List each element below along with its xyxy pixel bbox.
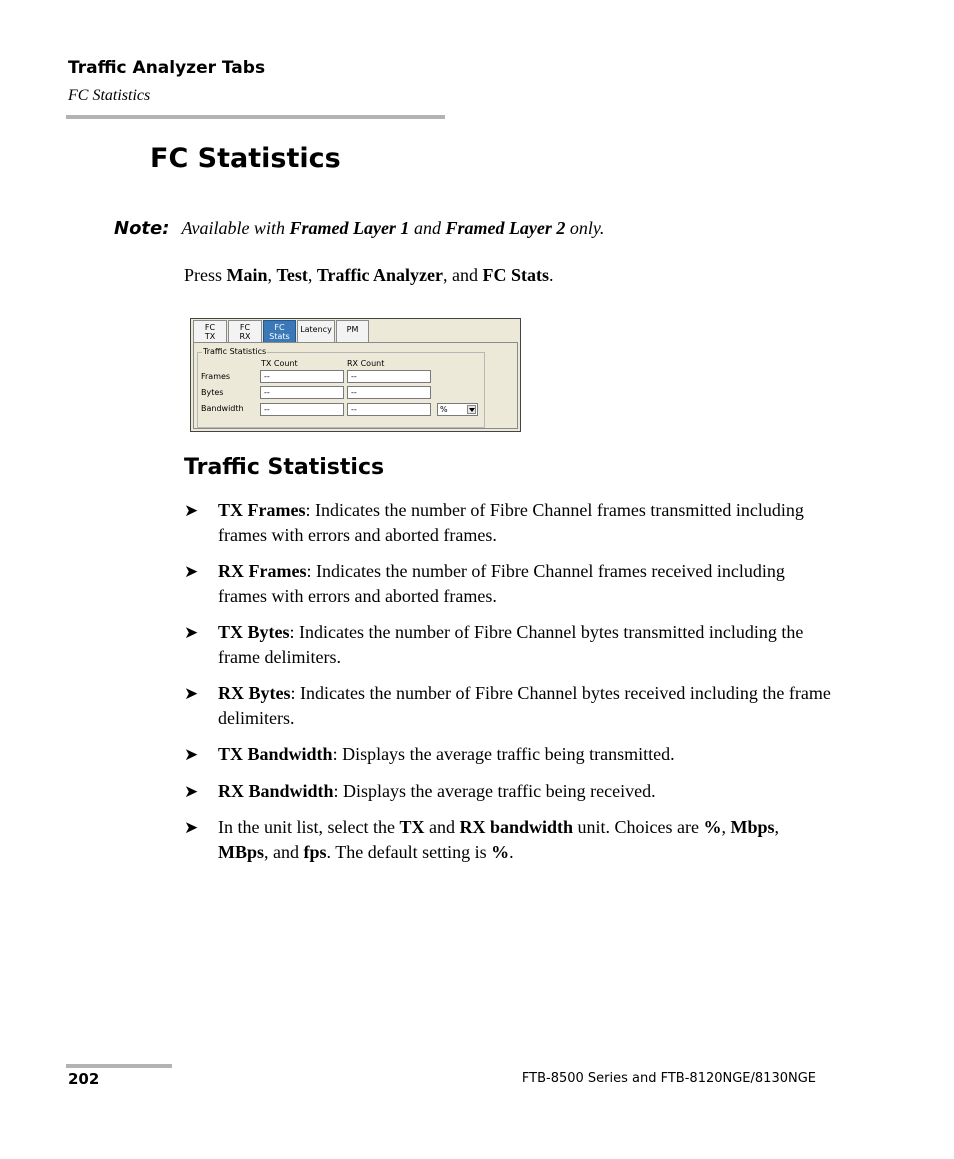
header-rule xyxy=(66,115,445,119)
press-prefix: Press xyxy=(184,265,227,285)
press-sep3: , and xyxy=(443,265,483,285)
footer-product: FTB-8500 Series and FTB-8120NGE/8130NGE xyxy=(521,1071,816,1086)
bullet-term: RX Frames xyxy=(218,561,307,581)
arrow-bullet-icon: ➤ xyxy=(184,781,199,801)
tab-fc-stats-line2: Stats xyxy=(269,332,290,341)
tab-latency[interactable]: Latency xyxy=(297,320,335,342)
unit-bold-1: TX xyxy=(399,817,425,837)
arrow-bullet-icon: ➤ xyxy=(184,501,199,520)
tab-fc-rx-line2: RX xyxy=(239,332,251,341)
footer-rule xyxy=(66,1064,172,1068)
unit-bold-5: MBps xyxy=(218,841,265,862)
arrow-bullet-icon: ➤ xyxy=(184,745,199,764)
group-label: Traffic Statistics xyxy=(203,347,267,356)
list-item xyxy=(184,620,834,669)
running-header-section: Traffic Analyzer Tabs xyxy=(68,58,266,78)
bullet-term: RX Bytes xyxy=(218,683,291,703)
bullet-text: : Indicates the number of Fibre Channel bytes transmitted including the frame delimiters. xyxy=(218,622,804,667)
bullet-term: TX Bytes xyxy=(218,622,290,642)
note-text-1: Available with xyxy=(181,218,290,238)
unit-text-2: and xyxy=(424,817,460,837)
note-bold-1: Framed Layer 1 xyxy=(289,218,410,238)
bullet-text: : Indicates the number of Fibre Channel bytes received including the frame delimiters. xyxy=(218,683,831,728)
unit-text-8: . xyxy=(509,841,514,862)
bandwidth-rx-field: -- xyxy=(347,403,431,416)
tab-fc-stats[interactable] xyxy=(263,320,296,342)
tab-fc-tx[interactable] xyxy=(193,320,227,342)
page-number: 202 xyxy=(68,1070,100,1088)
bytes-rx-field: -- xyxy=(347,386,431,399)
bandwidth-tx-field: -- xyxy=(260,403,344,416)
tab-fc-tx-line1: FC xyxy=(204,323,216,332)
list-item xyxy=(184,498,834,547)
bullet-term: TX Frames xyxy=(218,500,306,520)
bullet-term: TX Bandwidth xyxy=(218,744,333,764)
unit-selected-value: % xyxy=(440,405,448,414)
fc-statistics-screenshot xyxy=(190,318,521,432)
unit-text-4: , xyxy=(721,817,731,837)
bullet-text: : Displays the average traffic being transmitted. xyxy=(332,744,675,764)
note xyxy=(114,218,604,239)
unit-text-1: In the unit list, select the xyxy=(218,817,400,837)
arrow-bullet-icon: ➤ xyxy=(184,562,199,581)
unit-bold-2: RX bandwidth xyxy=(459,817,574,837)
list-item xyxy=(184,815,834,864)
bullet-text: : Indicates the number of Fibre Channel frames transmitted including frames with errors and aborted frames. xyxy=(218,500,804,545)
unit-bold-6: fps xyxy=(303,841,327,862)
unit-bold-7: % xyxy=(491,841,510,862)
note-label: Note: xyxy=(114,218,170,239)
bandwidth-unit-select[interactable] xyxy=(437,403,478,416)
frames-tx-field: -- xyxy=(260,370,344,383)
tab-fc-tx-line2: TX xyxy=(204,332,216,341)
col-rx-count: RX Count xyxy=(347,359,385,368)
traffic-statistics-heading: Traffic Statistics xyxy=(184,455,385,480)
note-text-2: and xyxy=(409,218,446,238)
press-test: Test xyxy=(276,265,308,285)
col-tx-count: TX Count xyxy=(261,359,298,368)
tab-fc-rx[interactable] xyxy=(228,320,262,342)
list-item xyxy=(184,742,834,767)
bullet-text: : Indicates the number of Fibre Channel frames received including frames with errors and aborted frames. xyxy=(218,561,785,606)
tab-pm[interactable]: PM xyxy=(336,320,369,342)
arrow-bullet-icon: ➤ xyxy=(184,818,199,837)
chevron-down-icon[interactable] xyxy=(467,405,476,414)
page-title: FC Statistics xyxy=(150,143,341,174)
press-analyzer: Traffic Analyzer xyxy=(316,265,443,285)
press-instruction xyxy=(184,265,554,286)
row-label-frames: Frames xyxy=(201,372,231,381)
unit-text-5: , xyxy=(774,817,780,837)
list-item xyxy=(184,779,834,804)
bytes-tx-field: -- xyxy=(260,386,344,399)
press-main: Main xyxy=(226,265,268,285)
row-label-bytes: Bytes xyxy=(201,388,224,397)
unit-bold-4: Mbps xyxy=(730,817,775,837)
bullet-term: RX Bandwidth xyxy=(218,780,334,801)
running-header-subsection: FC Statistics xyxy=(68,87,151,104)
list-item xyxy=(184,681,834,730)
list-item xyxy=(184,559,834,608)
frames-rx-field: -- xyxy=(347,370,431,383)
note-bold-2: Framed Layer 2 xyxy=(445,218,566,238)
bullet-list xyxy=(184,498,834,864)
bullet-text: : Displays the average traffic being received. xyxy=(333,780,656,801)
unit-bold-3: % xyxy=(703,817,722,837)
note-text-3: only. xyxy=(565,218,605,238)
row-label-bandwidth: Bandwidth xyxy=(201,404,244,413)
press-fcstats: FC Stats xyxy=(482,265,549,285)
tab-fc-stats-line1: FC xyxy=(274,323,285,332)
tab-fc-rx-line1: FC xyxy=(239,323,251,332)
arrow-bullet-icon: ➤ xyxy=(184,684,199,703)
traffic-statistics-group xyxy=(197,347,485,428)
arrow-bullet-icon: ➤ xyxy=(184,623,199,642)
unit-text-6: , and xyxy=(264,841,304,862)
press-sep1: , xyxy=(267,265,277,285)
press-sep2: , xyxy=(307,265,317,285)
unit-text-3: unit. Choices are xyxy=(573,817,704,837)
press-end: . xyxy=(549,265,554,285)
tab-panel xyxy=(193,342,518,429)
unit-text-7: . The default setting is xyxy=(326,841,492,862)
